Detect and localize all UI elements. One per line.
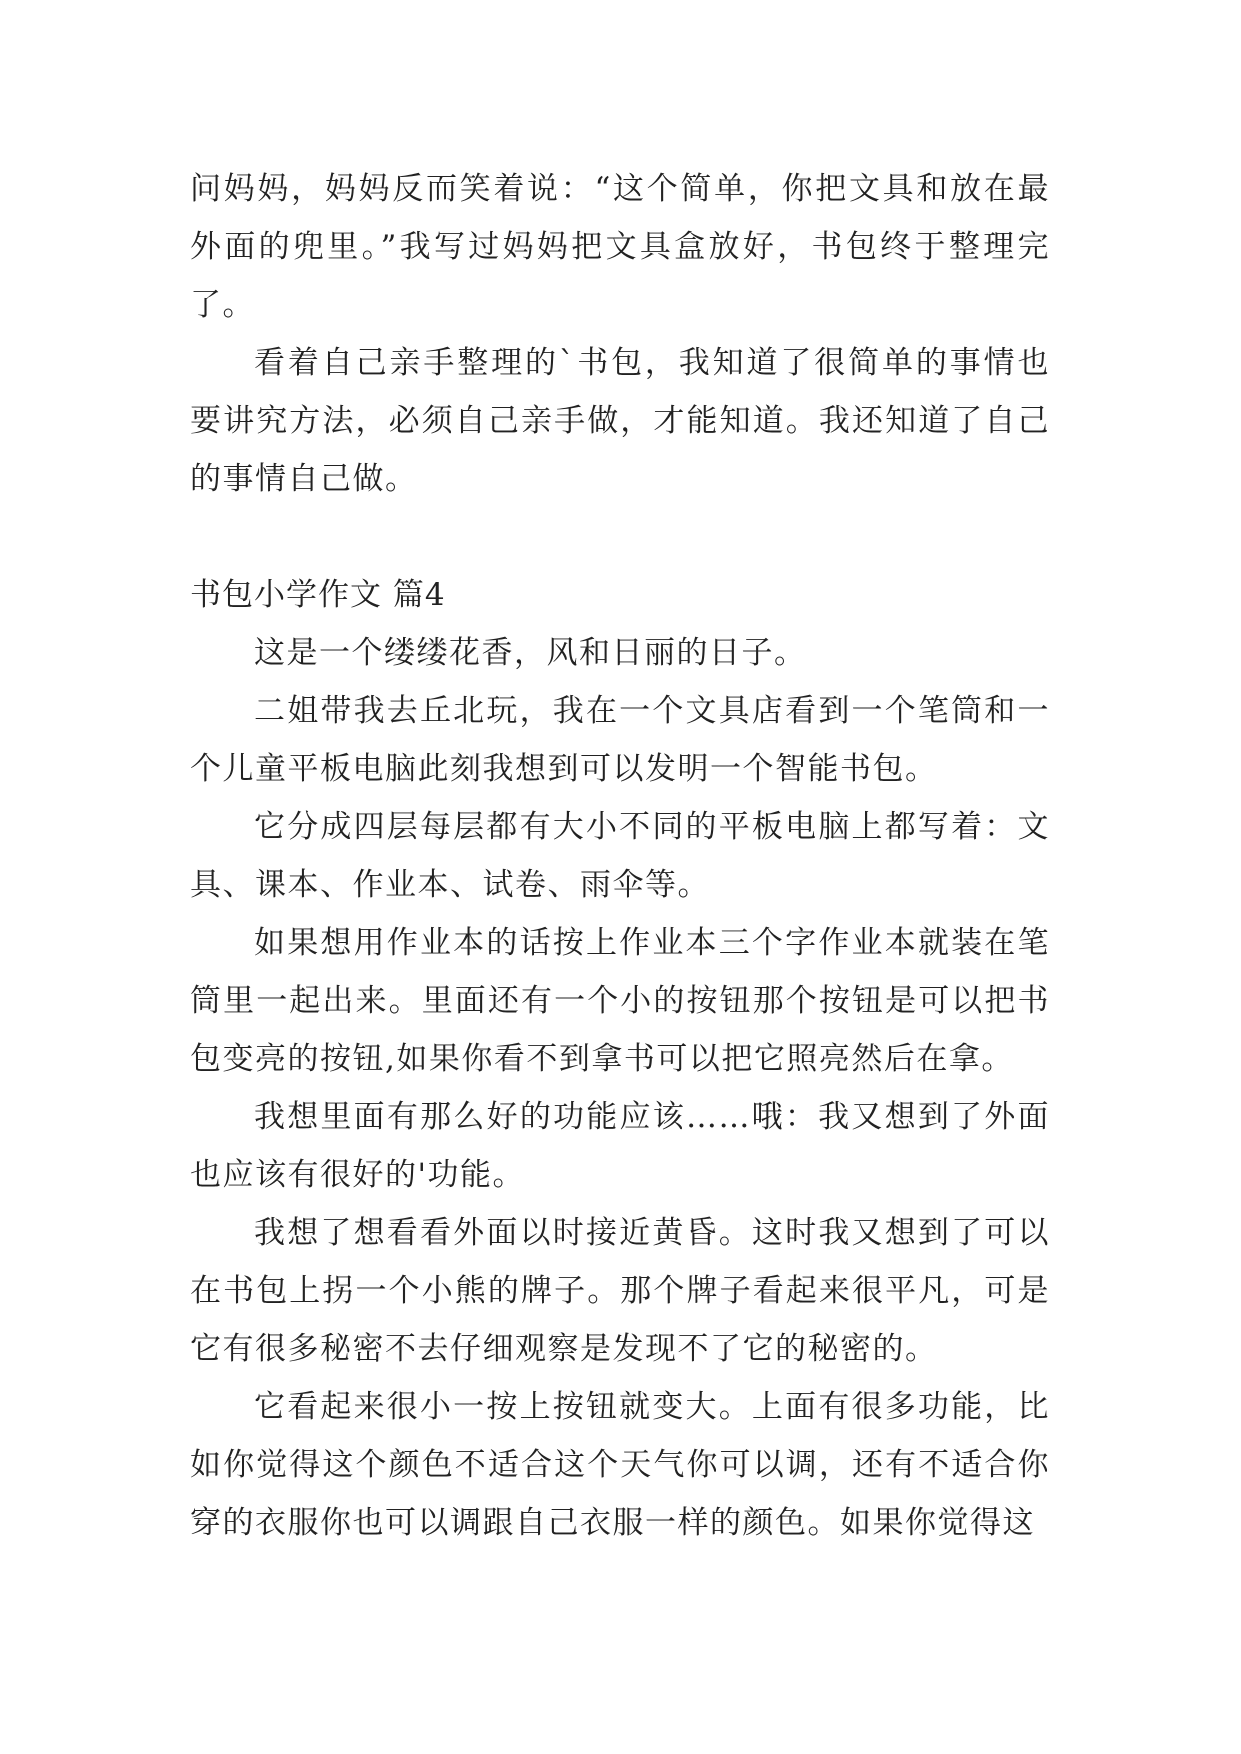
paragraph: 我想里面有那么好的功能应该……哦：我又想到了外面也应该有很好的'功能。 bbox=[190, 1099, 1050, 1193]
paragraph-continued: 问妈妈，妈妈反而笑着说：“这个简单，你把文具和放在最外面的兜里。”我写过妈妈把文具盒放好，书包终于整理完了。 bbox=[190, 171, 1050, 323]
paragraph: 这是一个缕缕花香，风和日丽的日子。 bbox=[254, 635, 807, 671]
section-heading: 书包小学作文 篇4 bbox=[190, 577, 446, 613]
paragraph: 它分成四层每层都有大小不同的平板电脑上都写着：文具、课本、作业本、试卷、雨伞等。 bbox=[190, 809, 1050, 903]
paragraph: 看着自己亲手整理的`书包，我知道了很简单的事情也要讲究方法，必须自己亲手做，才能知道。我还知道了自己的事情自己做。 bbox=[190, 345, 1050, 497]
paragraph: 它看起来很小一按上按钮就变大。上面有很多功能，比如你觉得这个颜色不适合这个天气你可以调，还有不适合你穿的衣服你也可以调跟自己衣服一样的颜色。如果你觉得这 bbox=[190, 1389, 1050, 1541]
paragraph: 我想了想看看外面以时接近黄昏。这时我又想到了可以在书包上拐一个小熊的牌子。那个牌子看起来很平凡，可是它有很多秘密不去仔细观察是发现不了它的秘密的。 bbox=[190, 1215, 1050, 1367]
paragraph: 如果想用作业本的话按上作业本三个字作业本就装在笔筒里一起出来。里面还有一个小的按钮那个按钮是可以把书包变亮的按钮,如果你看不到拿书可以把它照亮然后在拿。 bbox=[190, 925, 1050, 1077]
paragraph: 二姐带我去丘北玩，我在一个文具店看到一个笔筒和一个儿童平板电脑此刻我想到可以发明一个智能书包。 bbox=[190, 693, 1050, 787]
document-body bbox=[190, 160, 1050, 1552]
